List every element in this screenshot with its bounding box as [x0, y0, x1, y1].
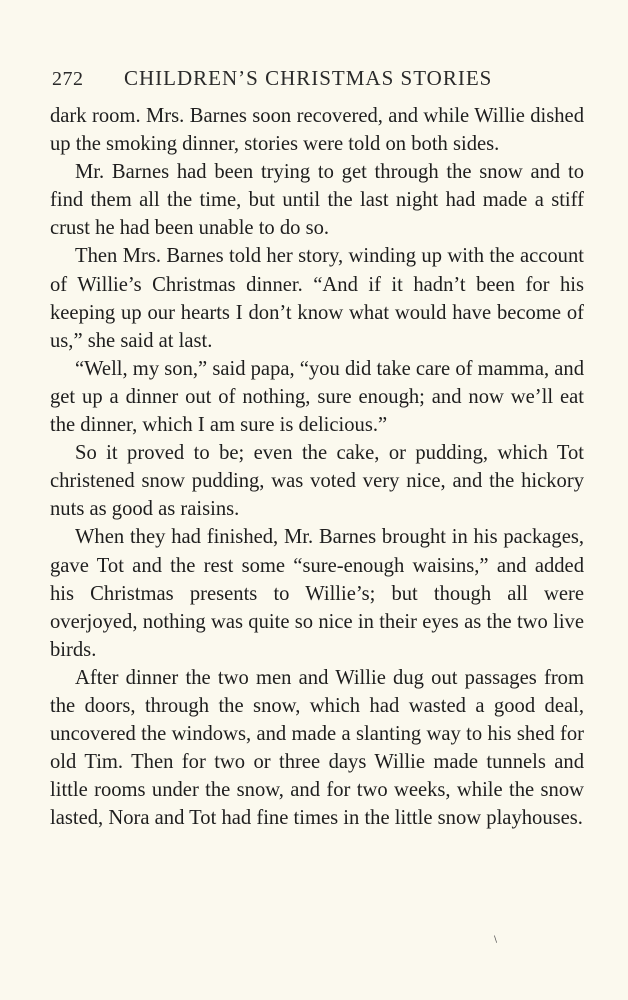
- paragraph-4: “Well, my son,” said papa, “you did take care of mamma, and get up a dinner out of nothing, sure enough; and now we’ll eat the dinner, which I am sure is delicious.”: [50, 357, 585, 437]
- paragraph-1: dark room. Mrs. Barnes soon recovered, and while Willie dished up the smoking dinner, stories were told on both sides.: [50, 105, 584, 156]
- body-text: [50, 102, 584, 832]
- ink-speck: \: [494, 935, 498, 945]
- paragraph-6: When they had finished, Mr. Barnes brought in his packages, gave Tot and the rest some “sure-enough waisins,” and added his Christmas presents to Willie’s; but though all were overjoyed, nothing was quite so nice in their eyes as the two live birds.: [50, 526, 584, 661]
- paragraph-5: So it proved to be; even the cake, or pudding, which Tot christened snow pudding, was voted very nice, and the hickory nuts as good as raisins.: [50, 442, 584, 521]
- paragraph-7: After dinner the two men and Willie dug out passages from the doors, through the snow, which had wasted a good deal, uncovered the windows, and made a slanting way to his shed for old Tim. Then for two or three days Willie made tunnels and little rooms under the snow, and for two weeks, while the snow lasted, Nora and Tot had fine times in the little snow playhouses.: [50, 666, 584, 830]
- page-number: 272: [52, 68, 84, 90]
- paragraph-3: Then Mrs. Barnes told her story, winding up with the account of Willie’s Christmas dinner. “And if it hadn’t been for his keeping up our hearts I don’t know what would have become of us,” she said at last.: [50, 245, 584, 352]
- running-title: CHILDREN’S CHRISTMAS STORIES: [124, 66, 493, 90]
- running-head: [52, 66, 586, 96]
- paragraph-2: Mr. Barnes had been trying to get through the snow and to find them all the time, but until the last night had made a stiff crust he had been unable to do so.: [50, 161, 584, 240]
